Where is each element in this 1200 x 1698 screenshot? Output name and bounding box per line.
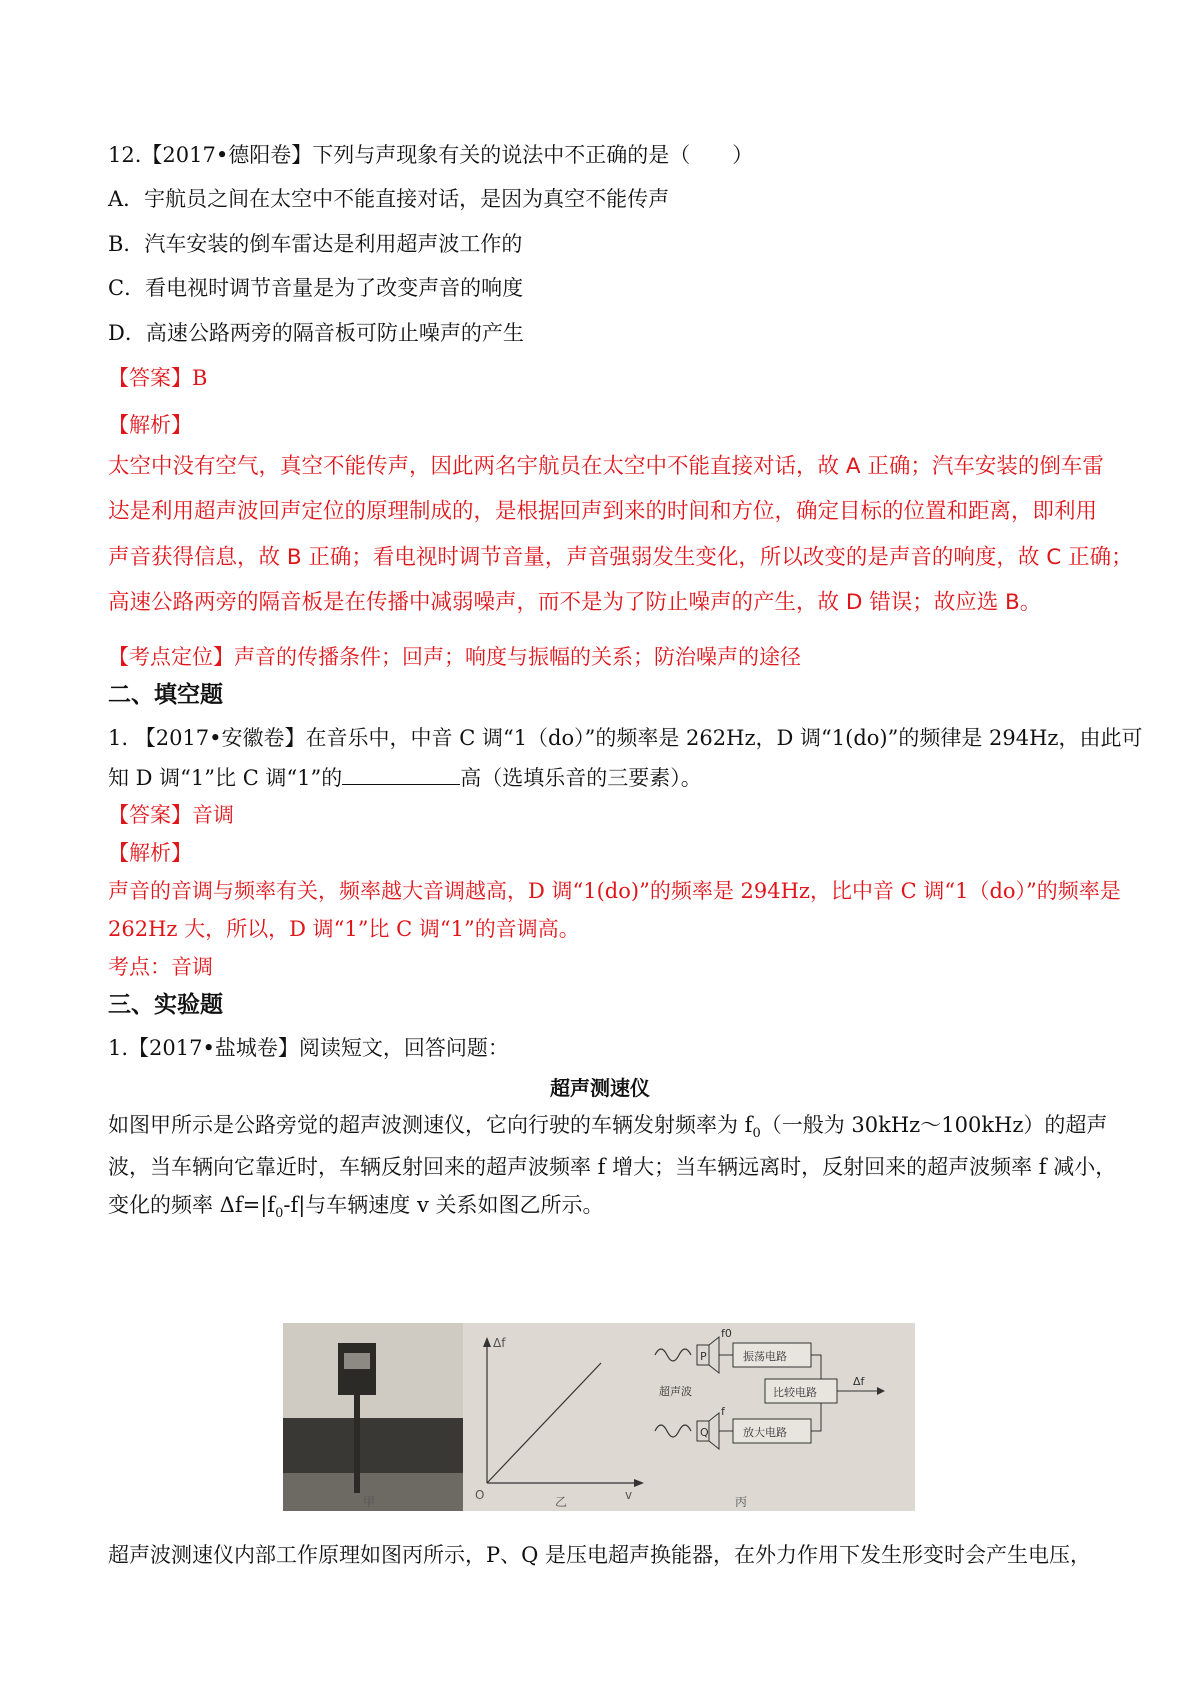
q12-stem: 12.【2017•德阳卷】下列与声现象有关的说法中不正确的是（ ） [108, 143, 754, 167]
section2-analysis-line: 声音的音调与频率有关，频率越大音调越高，D 调“1(do)”的频率是 294Hz，比中音 C 调“1（do）”的频率是 [108, 879, 1121, 903]
amplifier-label: 放大电路 [743, 1426, 787, 1439]
f-label: f [721, 1405, 725, 1418]
subscript: 0 [275, 1206, 284, 1222]
p-label: P [700, 1350, 707, 1363]
origin-label: O [475, 1488, 485, 1502]
section2-analysis-label: 【解析】 [108, 841, 192, 865]
x-arrow-icon [634, 1479, 644, 1487]
label-yi: 乙 [555, 1495, 568, 1509]
sensor-window [344, 1353, 370, 1369]
axis-x-label: v [625, 1488, 633, 1502]
wave-top-icon [655, 1349, 691, 1361]
axis-y-label: Δf [493, 1336, 506, 1350]
point-value: 声音的传播条件；回声；响度与振幅的关系；防治噪声的途径 [234, 645, 801, 669]
q12-analysis-label: 【解析】 [108, 413, 192, 437]
subscript: 0 [752, 1126, 761, 1142]
linear-relation-line [487, 1363, 601, 1483]
section3-stem: 1.【2017•盐城卷】阅读短文，回答问题： [108, 1036, 509, 1060]
answer-value: 音调 [192, 803, 234, 827]
q12-option-a: A．宇航员之间在太空中不能直接对话，是因为真空不能传声 [108, 187, 670, 211]
section2-stem-line2 [108, 763, 702, 793]
wave-label: 超声波 [659, 1385, 692, 1398]
wire [811, 1403, 821, 1431]
q12-option-c: C．看电视时调节音量是为了改变声音的响度 [108, 276, 524, 300]
section2-stem-line1: 1. 【2017•安徽卷】在音乐中，中音 C 调“1（do）”的频率是 262Hz，D 调“1(do)”的频律是 294Hz，由此可 [108, 726, 1143, 750]
article-para-line2: 波，当车辆向它靠近时，车辆反射回来的超声波频率 f 增大；当车辆远离时，反射回来的超声波频率 f 减小， [108, 1155, 1117, 1179]
label-bing: 丙 [735, 1495, 748, 1509]
label-jia: 甲 [363, 1495, 376, 1509]
df-label: Δf [853, 1375, 865, 1388]
article-title: 超声测速仪 [550, 1076, 650, 1100]
q12-analysis-line: 高速公路两旁的隔音板是在传播中减弱噪声，而不是为了防止噪声的产生，故 D 错误；故应选 B。 [108, 590, 1042, 615]
article-para-line3 [108, 1190, 604, 1229]
figure-speedometer [283, 1323, 915, 1511]
para-text: 如图甲所示是公路旁觉的超声波测速仪，它向行驶的车辆发射频率为 f [108, 1113, 753, 1137]
stem-post: 高（选填乐音的三要素）。 [460, 766, 702, 790]
q12-point [108, 642, 801, 672]
wave-bottom-icon [655, 1425, 691, 1437]
f0-label: f0 [721, 1327, 732, 1340]
section3-title: 三、实验题 [108, 992, 223, 1018]
q-label: Q [700, 1426, 709, 1439]
q12-answer [108, 363, 207, 393]
answer-label: 【答案】 [108, 803, 192, 827]
bottom-paragraph-line: 超声波测速仪内部工作原理如图丙所示，P、Q 是压电超声换能器，在外力作用下发生形变时会产生电压， [108, 1543, 1092, 1567]
sensor-pole [354, 1395, 360, 1493]
section2-title: 二、填空题 [108, 682, 223, 708]
oscillator-label: 振荡电路 [743, 1350, 787, 1363]
figure-svg [283, 1323, 915, 1511]
q12-option-b: B．汽车安装的倒车雷达是利用超声波工作的 [108, 232, 523, 256]
q12-option-d: D．高速公路两旁的隔音板可防止噪声的产生 [108, 321, 524, 345]
section2-kaodian: 考点：音调 [108, 955, 213, 979]
section2-answer [108, 800, 234, 830]
wire [811, 1355, 821, 1379]
article-para-line1 [108, 1110, 1107, 1149]
fill-in-blank [342, 764, 460, 785]
q12-analysis-line: 太空中没有空气，真空不能传声，因此两名宇航员在太空中不能直接对话，故 A 正确；汽车安装的倒车雷 [108, 454, 1104, 479]
para-text: （一般为 30kHz～100kHz）的超声 [760, 1113, 1108, 1137]
para-text: -f|与车辆速度 v 关系如图乙所示。 [283, 1193, 604, 1217]
answer-label: 【答案】 [108, 366, 192, 390]
output-arrow-icon [877, 1387, 885, 1395]
q12-analysis-line: 声音获得信息，故 B 正确；看电视时调节音量，声音强弱发生变化，所以改变的是声音的响度，故 C 正确； [108, 545, 1133, 570]
stem-pre: 知 D 调“1”比 C 调“1”的 [108, 766, 343, 790]
section2-analysis-line: 262Hz 大，所以，D 调“1”比 C 调“1”的音调高。 [108, 917, 580, 941]
point-label: 【考点定位】 [108, 645, 234, 669]
speaker-q-icon [709, 1413, 719, 1449]
y-arrow-icon [483, 1337, 491, 1347]
answer-value: B [192, 366, 208, 390]
q12-analysis-line: 达是利用超声波回声定位的原理制成的，是根据回声到来的时间和方位，确定目标的位置和距离，即利用 [108, 499, 1098, 524]
comparator-label: 比较电路 [773, 1386, 817, 1399]
para-text: 变化的频率 Δf=|f [108, 1193, 276, 1217]
speaker-p-icon [709, 1337, 719, 1373]
